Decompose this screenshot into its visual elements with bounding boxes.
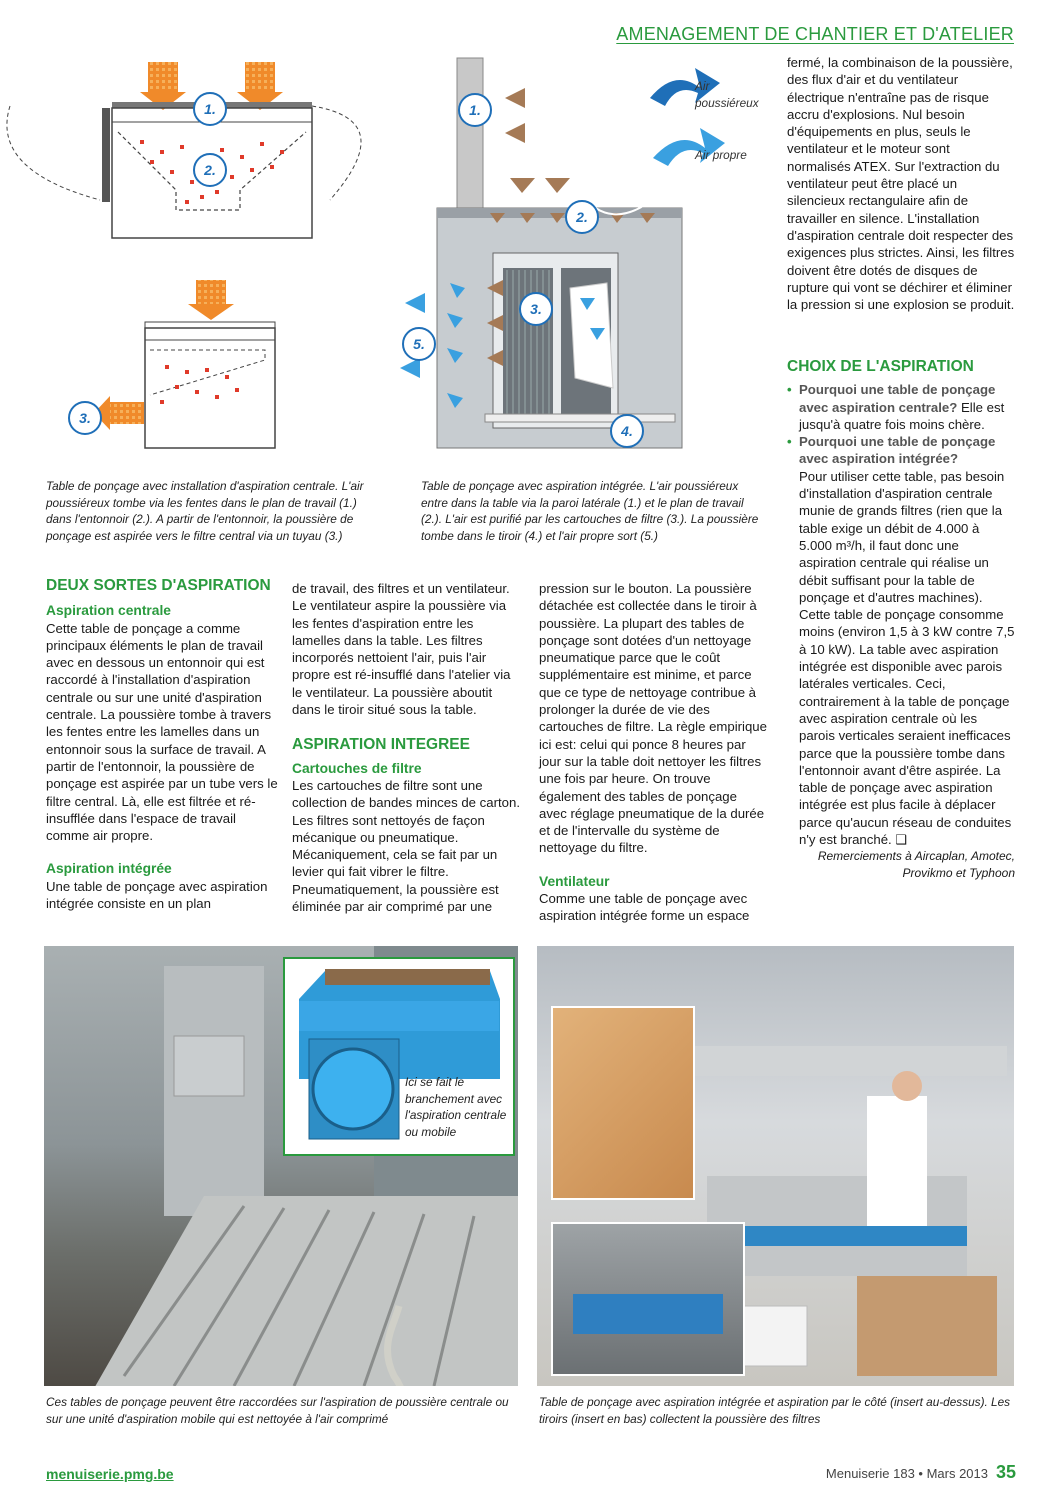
diagram-right-badge-2: 2.: [565, 200, 599, 234]
col3-paragraph-2: Comme une table de ponçage avec aspiration intégrée forme un espace: [539, 891, 750, 924]
inset-connection-photo: [283, 957, 515, 1156]
col2-paragraph-1: de travail, des filtres et un ventilateur. Le ventilateur aspire la poussière via les fentes d'aspiration entre les lamelles dans la table. Les filtres incorporés nettoient l'air, puis l'air propre est ré-insufflé dans l'atelier via le ventilateur. La poussière aboutit dans le tiroir situé sous la table.: [292, 581, 511, 718]
choix-question-2: Pourquoi une table de ponçage avec aspiration intégrée?: [799, 434, 996, 467]
col2-paragraph-2: Les cartouches de filtre sont une collection de bandes minces de carton. Les filtres sont nettoyés de façon mécanique ou pneumatique. Mécaniquement, cela se fait par un levier qui fait vibrer le filtre. Pneumatiquement, la poussière est éliminée par air comprimé par une: [292, 777, 520, 915]
caption-photo-right: Table de ponçage avec aspiration intégrée et aspiration par le côté (insert au-dessus). Les tiroirs (insert en bas) collectent la poussière des filtres: [539, 1395, 1011, 1426]
col1-sub-integrated: Aspiration intégrée: [46, 861, 172, 877]
inset-drawer: [551, 1222, 745, 1376]
choix-list: [787, 381, 1015, 848]
column-2: [292, 580, 524, 915]
col4-intro-text: fermé, la combinaison de la poussière, des flux d'air et du ventilateur électrique n'entraîne pas de risque accru d'explosions. Nul besoin d'équipements en plus, seuls le ventilateur et le moteur sont normalisés ATEX. Sur l'extraction du ventilateur peut être placé un silencieux rectangulaire afin de travailler en silence. L'installation d'aspiration centrale doit respecter des exigences plus strictes. Ainsi, les filtres doivent être dotés de disques de rupture qui vont se déchirer et éliminer la pression si une explosion se produit.: [787, 55, 1015, 313]
credits: Remerciements à Aircaplan, Amotec, Provikmo et Typhoon: [817, 849, 1015, 881]
diagram-right-badge-1: 1.: [458, 93, 492, 127]
choix-question-1: Pourquoi une table de ponçage avec aspiration centrale?: [799, 382, 996, 415]
legend-dusty-air: Air poussiéreux: [695, 79, 759, 110]
list-item: [787, 433, 1015, 848]
col3-sub-ventilator: Ventilateur: [539, 873, 610, 889]
diagram-left-badge-1: 1.: [193, 92, 227, 126]
section-title: AMENAGEMENT DE CHANTIER ET D'ATELIER: [616, 24, 1014, 44]
caption-diagram-right: Table de ponçage avec aspiration intégrée. L'air poussiéreux entre dans la table via la paroi latérale (1.) et le plan de travail (2.). L'air est purifié par les cartouches de filtre (3.). La poussière tombe dans le tiroir (4.) et l'air propre sort (5.): [421, 479, 759, 543]
col3-paragraph-1: pression sur le bouton. La poussière détachée est collectée dans le tiroir à poussière. La plupart des tables de ponçage sont dotées d'un nettoyage pneumatique parce que le coût supplémentaire est minime, et parce que ce type de nettoyage contribue à prolonger la durée de vie des cartouches de filtre. La règle empirique ici est: celui qui ponce 8 heures par jour sur la table doit nettoyer les filtres une fois par heure. On trouve également des tables de ponçage avec réglage pneumatique de la durée et de l'intervalle du système de nettoyage du filtre.: [539, 581, 767, 856]
col1-paragraph-integrated: Une table de ponçage avec aspiration intégrée consiste en un plan: [46, 878, 268, 912]
choix-answer-2: Pour utiliser cette table, pas besoin d'installation d'aspiration centrale munie de grands filtres (rien que la table exige un débit de 4.000 à 5.000 m³/h, il faut donc une aspiration centrale qui réalise un débit suffisant pour la table de ponçage et d'autres machines). Cette table de ponçage consomme moins (environ 1,5 à 3 kW contre 7,5 à 10 kW). La table avec aspiration intégrée est disponible avec parois latérales verticales. Ceci, contrairement à la table de ponçage avec aspiration centrale où les parois verticales seraient inefficaces parce que la poussière tombe dans l'entonnoir avant d'être aspirée. La table de ponçage avec aspiration intégrée est plus facile à déplacer parce qu'aucun réseau de conduites n'y est branché.: [799, 468, 1015, 848]
caption-photo-left: Ces tables de ponçage peuvent être raccordées sur l'aspiration de poussière centrale ou sur une unité d'aspiration mobile qui est nettoyée à l'air comprimé: [46, 1395, 509, 1426]
column-1: [46, 577, 278, 912]
diagram-right-badge-4: 4.: [610, 414, 644, 448]
diagram-right-badge-3: 3.: [519, 292, 553, 326]
section-choix: [787, 358, 1015, 882]
footer-issue: Menuiserie 183 • Mars 2013: [825, 1466, 988, 1481]
caption-diagram-left: Table de ponçage avec installation d'aspiration centrale. L'air poussiéreux tombe via les fentes dans le plan de travail (1.) dans l'entonnoir (2.). A partir de l'entonnoir, la poussière de ponçage est aspirée vers le filtre central via un tuyau (3.): [46, 479, 364, 543]
photo-integrated-table: [537, 946, 1014, 1386]
col2-sub-cartridges: Cartouches de filtre: [292, 760, 422, 776]
choix-heading: CHOIX DE L'ASPIRATION: [787, 358, 974, 375]
diagram-right-badge-5: 5.: [402, 327, 436, 361]
column-3: [539, 580, 767, 925]
end-mark-icon: ❑: [895, 832, 908, 848]
legend-clean-air: Air propre: [695, 148, 747, 162]
list-item: [787, 381, 1015, 433]
choix-answer-1: Elle est jusqu'à quatre fois moins chère.: [799, 399, 1005, 432]
col2-heading: ASPIRATION INTEGREE: [292, 736, 470, 754]
diagram-left-badge-3: 3.: [68, 401, 102, 435]
footer-url-link[interactable]: menuiserie.pmg.be: [46, 1466, 174, 1482]
inset-caption: Ici se fait le branchement avec l'aspiration centrale ou mobile: [405, 1075, 507, 1139]
col1-sub-central: Aspiration centrale: [46, 603, 171, 619]
col1-paragraph-central: Cette table de ponçage a comme principaux éléments le plan de travail avec en dessous un entonnoir qui est raccordé à l'installation d'aspiration centrale ou sur une unité d'aspiration centrale. La poussière tombe à travers les fentes entre les lamelles dans un entonnoir sous la surface de travail. A partir de l'entonnoir, la poussière de ponçage est aspirée par un tube vers le filtre central. Là, elle est filtrée et ré-insufflée dans l'espace de travail comme air propre.: [46, 620, 278, 844]
page-number: 35: [996, 1462, 1017, 1482]
inset-table-top: [551, 1006, 695, 1200]
col1-heading: DEUX SORTES D'ASPIRATION: [46, 577, 271, 594]
diagram-left-badge-2: 2.: [193, 153, 227, 187]
